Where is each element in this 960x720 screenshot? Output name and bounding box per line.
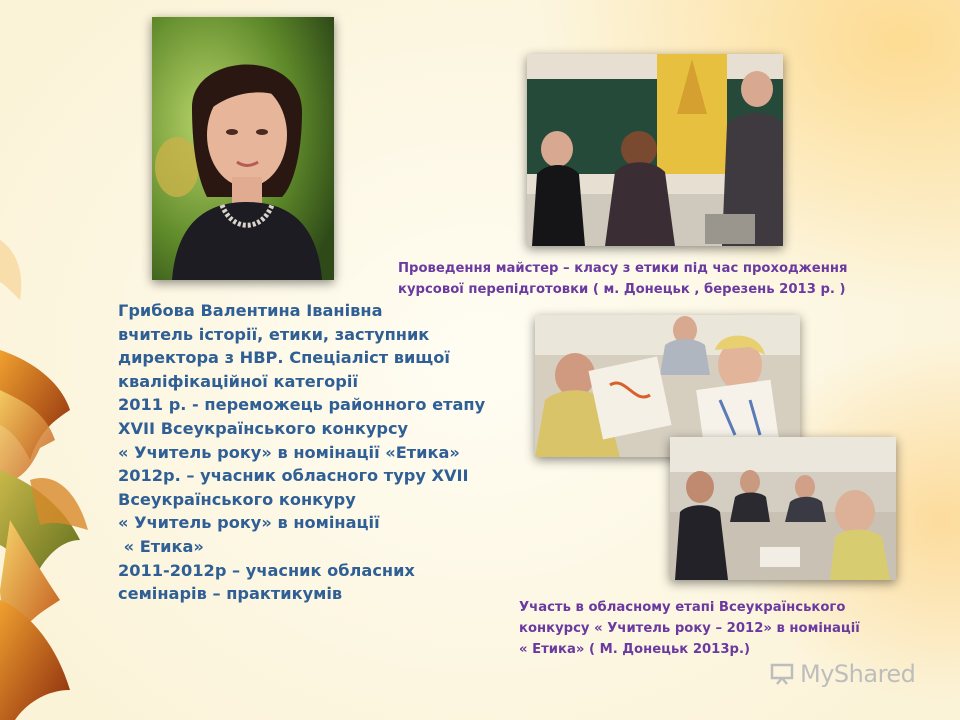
presentation-board-icon <box>770 663 794 685</box>
bio-line: « Учитель року» в номінації «Етика» <box>118 442 460 462</box>
bio-line: 2011 р. - переможець районного етапу <box>118 395 486 415</box>
autumn-leaves-decoration <box>0 0 92 720</box>
bio-line: Всеукраїнського конкуру <box>118 489 356 509</box>
contest-photo-2 <box>670 437 896 580</box>
contest-photo-1 <box>535 315 800 457</box>
bio-line: семінарів – практикумів <box>118 584 343 604</box>
masterclass-caption <box>398 258 847 300</box>
bio-line: 2012р. – учасник обласного туру XVII <box>118 466 469 486</box>
teacher-info <box>118 299 528 606</box>
masterclass-photo <box>527 54 783 246</box>
caption-line: курсової перепідготовки ( м. Донецьк , березень 2013 р. ) <box>398 282 846 297</box>
bio-line: вчитель історії, етики, заступник <box>118 324 430 344</box>
contest-caption <box>519 597 860 660</box>
caption-line: конкурсу « Учитель року – 2012» в номінації <box>519 621 860 636</box>
caption-line: « Етика» ( М. Донецьк 2013р.) <box>519 642 751 657</box>
teacher-portrait-photo <box>152 17 334 280</box>
bio-line: « Учитель року» в номінації <box>118 513 380 533</box>
watermark-text: MyShared <box>800 660 916 688</box>
bio-line: XVII Всеукраїнського конкурсу <box>118 418 409 438</box>
caption-line: Участь в обласному етапі Всеукраїнського <box>519 600 846 615</box>
bio-line: « Етика» <box>118 536 204 556</box>
caption-line: Проведення майстер – класу з етики під час проходження <box>398 261 848 276</box>
bio-line: директора з НВР. Спеціаліст вищої <box>118 348 450 368</box>
bio-line: кваліфікаційної категорії <box>118 371 358 391</box>
teacher-name: Грибова Валентина Іванівна <box>118 301 383 320</box>
bio-line: 2011-2012р – учасник обласних <box>118 560 415 580</box>
myshared-watermark <box>770 660 915 688</box>
